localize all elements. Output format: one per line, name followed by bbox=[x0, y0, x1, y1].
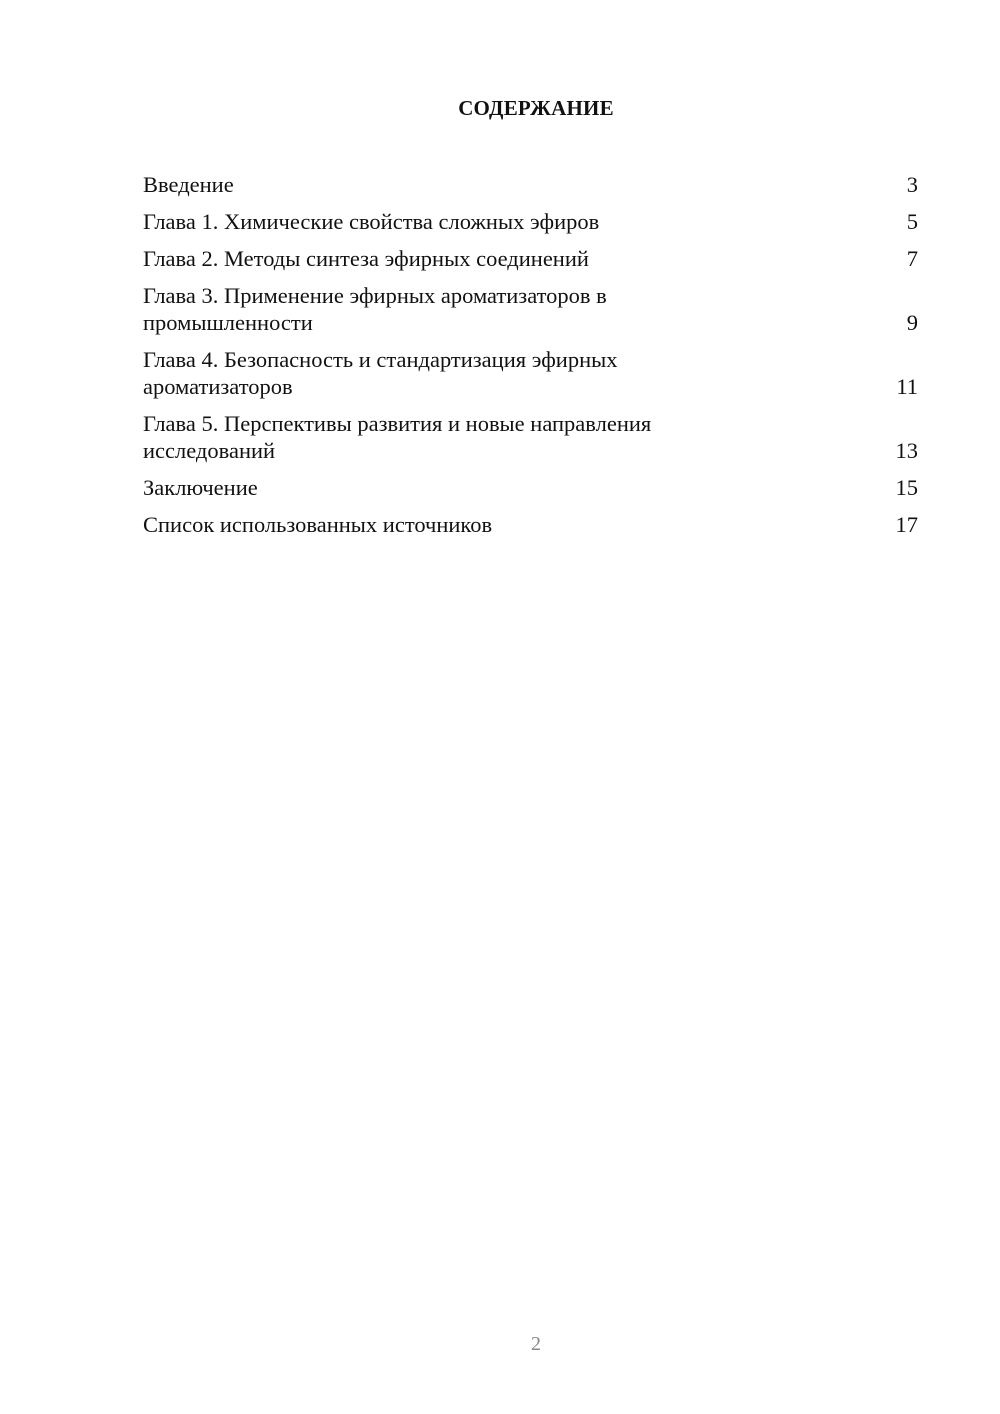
toc-entry-line: Глава 3. Применение эфирных ароматизаторов в bbox=[143, 283, 607, 308]
toc-entry-title bbox=[143, 171, 234, 198]
toc-entry-title bbox=[143, 410, 651, 464]
toc-entry bbox=[143, 474, 918, 501]
toc-entry-page: 17 bbox=[895, 512, 918, 537]
toc-entry-title bbox=[143, 282, 607, 336]
toc-entry-line: Глава 4. Безопасность и стандартизация эфирных bbox=[143, 347, 618, 372]
toc-entry-line: Введение bbox=[143, 172, 234, 197]
toc-entry-line: промышленности bbox=[143, 310, 313, 335]
toc-entry-line: исследований bbox=[143, 438, 276, 463]
toc-entry bbox=[143, 346, 918, 400]
toc-entry-page: 13 bbox=[895, 438, 918, 463]
toc-entry-page: 5 bbox=[906, 209, 918, 234]
toc-entry-page: 3 bbox=[906, 172, 918, 197]
page-number: 2 bbox=[531, 1333, 541, 1355]
toc-entry bbox=[143, 245, 918, 272]
toc-entry-page: 7 bbox=[906, 246, 918, 271]
toc-entry-line: Заключение bbox=[143, 475, 258, 500]
toc-entry bbox=[143, 511, 918, 538]
toc-entry-title bbox=[143, 346, 618, 400]
toc-entry-line: Глава 5. Перспективы развития и новые направления bbox=[143, 411, 652, 436]
toc-entry bbox=[143, 410, 918, 464]
toc-entry-line: Глава 1. Химические свойства сложных эфиров bbox=[143, 209, 600, 234]
toc-entry-page: 15 bbox=[895, 475, 918, 500]
toc-entry bbox=[143, 171, 918, 198]
toc-entry-title bbox=[143, 511, 492, 538]
toc-entry-page: 9 bbox=[906, 310, 918, 335]
toc-entry-line: Глава 2. Методы синтеза эфирных соединений bbox=[143, 246, 589, 271]
table-of-contents bbox=[143, 171, 918, 548]
page-title: СОДЕРЖАНИЕ bbox=[458, 96, 614, 120]
toc-entry-line: Список использованных источников bbox=[143, 512, 493, 537]
toc-entry bbox=[143, 282, 918, 336]
toc-entry-page: 11 bbox=[896, 374, 918, 399]
toc-entry-title bbox=[143, 208, 599, 235]
toc-entry bbox=[143, 208, 918, 235]
toc-entry-line: ароматизаторов bbox=[143, 374, 293, 399]
toc-entry-title bbox=[143, 245, 589, 272]
toc-entry-title bbox=[143, 474, 258, 501]
